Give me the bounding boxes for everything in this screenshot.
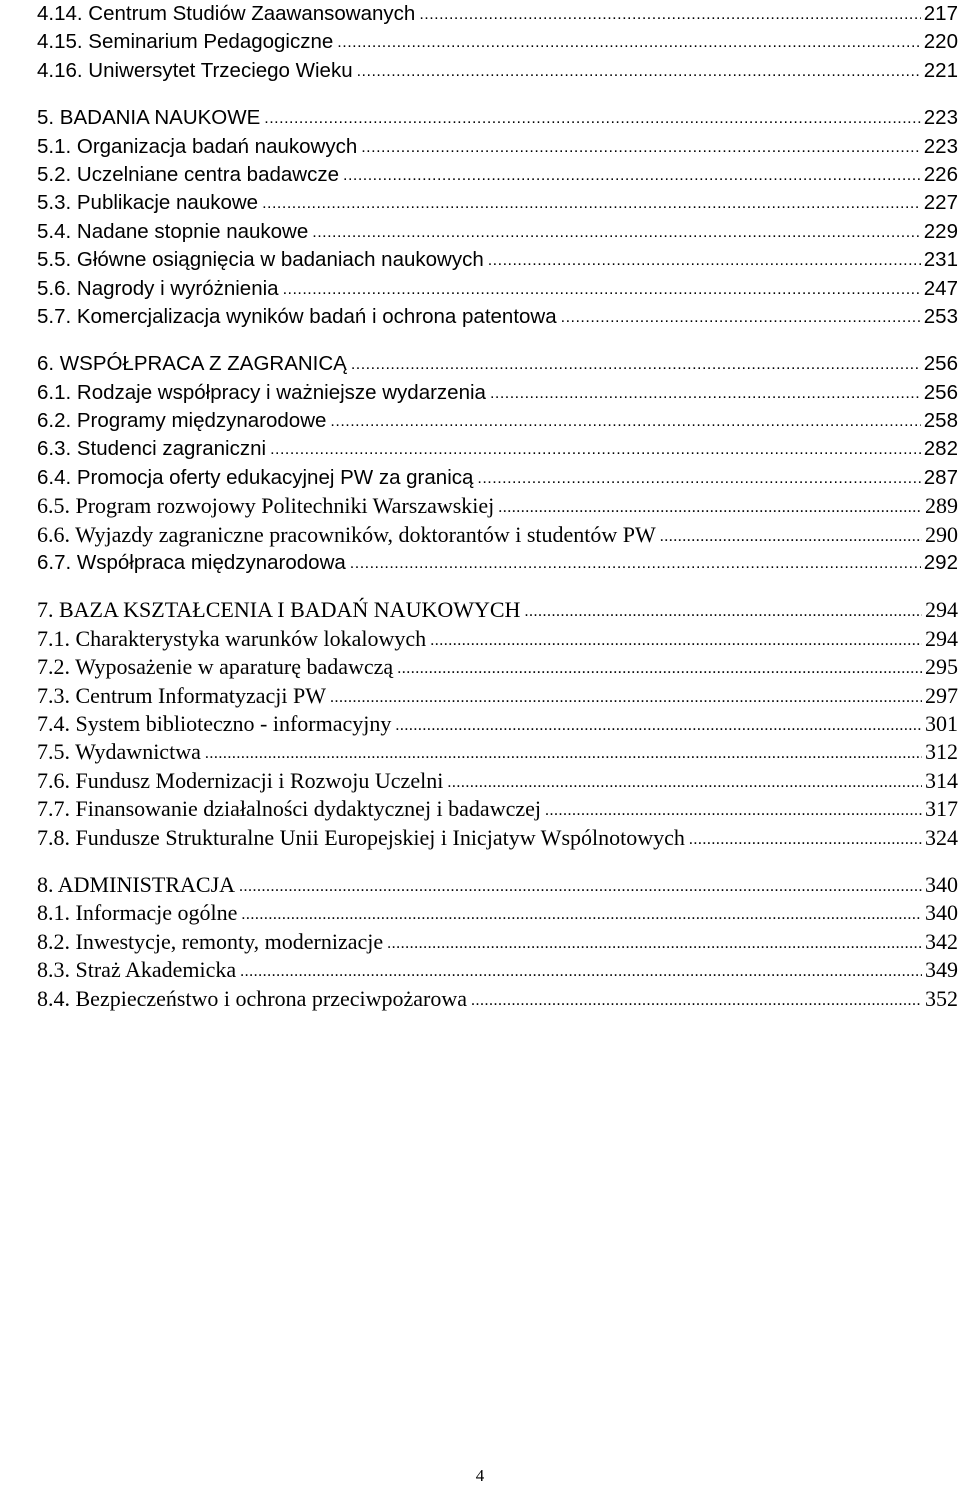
- toc-entry-title: 5.7. Komercjalizacja wyników badań i ochrona patentowa: [37, 304, 557, 328]
- toc-entry-page-number: 227: [923, 191, 958, 215]
- toc-entry[interactable]: [37, 625, 958, 653]
- dot-leader: [545, 794, 922, 825]
- toc-entry-page-number: 217: [923, 2, 958, 25]
- toc-entry-title: 5.4. Nadane stopnie naukowe: [37, 219, 309, 243]
- toc-entry[interactable]: [37, 407, 958, 435]
- dot-leader: [270, 434, 921, 464]
- toc-entry-title: 5.3. Publikacje naukowe: [37, 191, 259, 215]
- toc-entry-title: 7.3. Centrum Informatyzacji PW: [37, 682, 326, 708]
- toc-entry[interactable]: [37, 218, 958, 246]
- dot-leader: [264, 103, 921, 133]
- dot-leader: [477, 463, 920, 493]
- dot-leader: [524, 595, 922, 626]
- toc-group: [37, 871, 958, 1013]
- dot-leader: [283, 274, 921, 304]
- toc-entry[interactable]: [37, 492, 958, 520]
- toc-entry-page-number: 314: [925, 767, 958, 793]
- toc-entry-title: 5.2. Uczelniane centra badawcze: [37, 162, 339, 186]
- toc-entry-page-number: 253: [923, 304, 958, 328]
- toc-entry-title: 7.6. Fundusz Modernizacji i Rozwoju Uczelni: [37, 767, 444, 793]
- toc-entry-page-number: 221: [923, 58, 958, 82]
- toc-entry-title: 8.3. Straż Akademicka: [37, 957, 237, 983]
- toc-entry-title: 6. WSPÓŁPRACA Z ZAGRANICĄ: [37, 352, 347, 376]
- toc-entry[interactable]: [37, 275, 958, 303]
- dot-leader: [471, 984, 922, 1015]
- toc-entry-title: 6.3. Studenci zagraniczni: [37, 437, 267, 461]
- toc-entry-title: 7.2. Wyposażenie w aparaturę badawczą: [37, 654, 394, 680]
- dot-leader: [387, 927, 922, 958]
- toc-entry-title: 5.6. Nagrody i wyróżnienia: [37, 276, 279, 300]
- toc-entry-page-number: 295: [925, 654, 958, 680]
- toc-entry-title: 5.5. Główne osiągnięcia w badaniach naukowych: [37, 248, 484, 272]
- dot-leader: [561, 302, 921, 332]
- toc-entry[interactable]: [37, 653, 958, 681]
- dot-leader: [330, 406, 920, 436]
- toc-entry[interactable]: [37, 435, 958, 463]
- dot-leader: [350, 548, 921, 578]
- toc-entry-title: 6.2. Programy międzynarodowe: [37, 409, 327, 433]
- toc-entry-title: 6.5. Program rozwojowy Politechniki Warszawskiej: [37, 493, 495, 519]
- toc-entry-title: 8.1. Informacje ogólne: [37, 900, 238, 926]
- toc-entry-page-number: 229: [923, 219, 958, 243]
- toc-group: [37, 596, 958, 852]
- toc-entry[interactable]: [37, 161, 958, 189]
- toc-entry-page-number: 312: [925, 739, 958, 765]
- dot-leader: [430, 624, 922, 655]
- dot-leader: [490, 378, 921, 408]
- toc-entry-page-number: 324: [925, 824, 958, 850]
- toc-entry-page-number: 294: [925, 597, 958, 623]
- toc-entry-page-number: 231: [923, 248, 958, 272]
- toc-entry-title: 8.2. Inwestycje, remonty, modernizacje: [37, 928, 384, 954]
- toc-entry-title: 5.1. Organizacja badań naukowych: [37, 134, 358, 158]
- dot-leader: [351, 349, 921, 379]
- toc-entry[interactable]: [37, 795, 958, 823]
- toc-entry-page-number: 258: [923, 409, 958, 433]
- toc-entry[interactable]: [37, 824, 958, 852]
- toc-entry-title: 7.5. Wydawnictwa: [37, 739, 201, 765]
- toc-entry[interactable]: [37, 28, 958, 56]
- dot-leader: [312, 217, 921, 247]
- toc-entry[interactable]: [37, 738, 958, 766]
- toc-entry-title: 7. BAZA KSZTAŁCENIA I BADAŃ NAUKOWYCH: [37, 597, 521, 623]
- dot-leader: [660, 520, 922, 551]
- toc-entry[interactable]: [37, 956, 958, 984]
- toc-entry[interactable]: [37, 596, 958, 624]
- toc-entry-title: 7.7. Finansowanie działalności dydaktycznej i badawczej: [37, 796, 541, 822]
- page-number: 4: [475, 1466, 485, 1485]
- toc-entry-title: 7.1. Charakterystyka warunków lokalowych: [37, 625, 427, 651]
- dot-leader: [239, 870, 922, 901]
- toc-group: [37, 350, 958, 577]
- toc-entry-title: 6.1. Rodzaje współpracy i ważniejsze wydarzenia: [37, 380, 486, 404]
- toc-entry[interactable]: [37, 521, 958, 549]
- toc-entry[interactable]: [37, 464, 958, 492]
- toc-entry[interactable]: [37, 133, 958, 161]
- toc-entry-page-number: 256: [923, 352, 958, 376]
- toc-entry-page-number: 289: [925, 493, 958, 519]
- dot-leader: [241, 898, 922, 929]
- toc-entry-page-number: 256: [923, 380, 958, 404]
- dot-leader: [357, 56, 921, 86]
- toc-entry-page-number: 223: [923, 106, 958, 130]
- toc-entry-title: 4.16. Uniwersytet Trzeciego Wieku: [37, 58, 353, 82]
- toc-entry-page-number: 349: [925, 957, 958, 983]
- dot-leader: [337, 27, 920, 57]
- toc-entry-title: 8.4. Bezpieczeństwo i ochrona przeciwpożarowa: [37, 985, 468, 1011]
- dot-leader: [419, 0, 920, 29]
- toc-entry[interactable]: [37, 57, 958, 85]
- toc-entry-page-number: 282: [923, 437, 958, 461]
- toc-entry-page-number: 301: [925, 710, 958, 736]
- toc-entry[interactable]: [37, 549, 958, 577]
- toc-entry-page-number: 292: [923, 551, 958, 575]
- dot-leader: [488, 245, 921, 275]
- toc-entry[interactable]: [37, 899, 958, 927]
- toc-entry[interactable]: [37, 928, 958, 956]
- toc-group: [37, 104, 958, 331]
- dot-leader: [689, 823, 922, 854]
- toc-entry-page-number: 226: [923, 162, 958, 186]
- toc-entry[interactable]: [37, 189, 958, 217]
- toc-entry-page-number: 297: [925, 682, 958, 708]
- toc-group: [37, 0, 958, 85]
- dot-leader: [343, 160, 921, 190]
- toc-entry-page-number: 247: [923, 276, 958, 300]
- dot-leader: [361, 132, 921, 162]
- toc-entry-title: 7.8. Fundusze Strukturalne Unii Europejskiej i Inicjatyw Wspólnotowych: [37, 824, 685, 850]
- toc-entry-page-number: 223: [923, 134, 958, 158]
- toc-entry-page-number: 220: [923, 30, 958, 54]
- dot-leader: [240, 955, 922, 986]
- toc-entry[interactable]: [37, 871, 958, 899]
- toc-entry-page-number: 294: [925, 625, 958, 651]
- toc-entry[interactable]: [37, 985, 958, 1013]
- toc-entry-page-number: 342: [925, 928, 958, 954]
- toc-entry[interactable]: [37, 379, 958, 407]
- toc-entry-page-number: 290: [925, 521, 958, 547]
- toc-entry-title: 4.15. Seminarium Pedagogiczne: [37, 30, 334, 54]
- dot-leader: [498, 491, 922, 522]
- dot-leader: [395, 709, 922, 740]
- toc-entry-title: 7.4. System biblioteczno - informacyjny: [37, 710, 392, 736]
- toc-entry[interactable]: [37, 767, 958, 795]
- dot-leader: [262, 188, 921, 218]
- toc-entry-page-number: 352: [925, 985, 958, 1011]
- toc-entry-title: 6.6. Wyjazdy zagraniczne pracowników, doktorantów i studentów PW: [37, 521, 656, 547]
- toc-entry[interactable]: [37, 303, 958, 331]
- toc-entry-page-number: 287: [923, 465, 958, 489]
- dot-leader: [330, 681, 922, 712]
- dot-leader: [447, 766, 922, 797]
- toc-entry-page-number: 340: [925, 871, 958, 897]
- toc-entry-title: 5. BADANIA NAUKOWE: [37, 106, 261, 130]
- toc-entry-title: 6.4. Promocja oferty edukacyjnej PW za granicą: [37, 465, 474, 489]
- toc-entry-page-number: 317: [925, 796, 958, 822]
- toc-entry-page-number: 340: [925, 900, 958, 926]
- toc-entry-title: 6.7. Współpraca międzynarodowa: [37, 551, 346, 575]
- toc-entry[interactable]: [37, 682, 958, 710]
- toc-entry-title: 8. ADMINISTRACJA: [37, 871, 236, 897]
- dot-leader: [397, 652, 922, 683]
- toc-entry[interactable]: [37, 710, 958, 738]
- dot-leader: [205, 737, 922, 768]
- toc-entry[interactable]: [37, 0, 958, 28]
- table-of-contents: [37, 0, 958, 1032]
- toc-entry-title: 4.14. Centrum Studiów Zaawansowanych: [37, 2, 416, 25]
- toc-entry[interactable]: [37, 104, 958, 132]
- toc-entry[interactable]: [37, 246, 958, 274]
- toc-entry[interactable]: [37, 350, 958, 378]
